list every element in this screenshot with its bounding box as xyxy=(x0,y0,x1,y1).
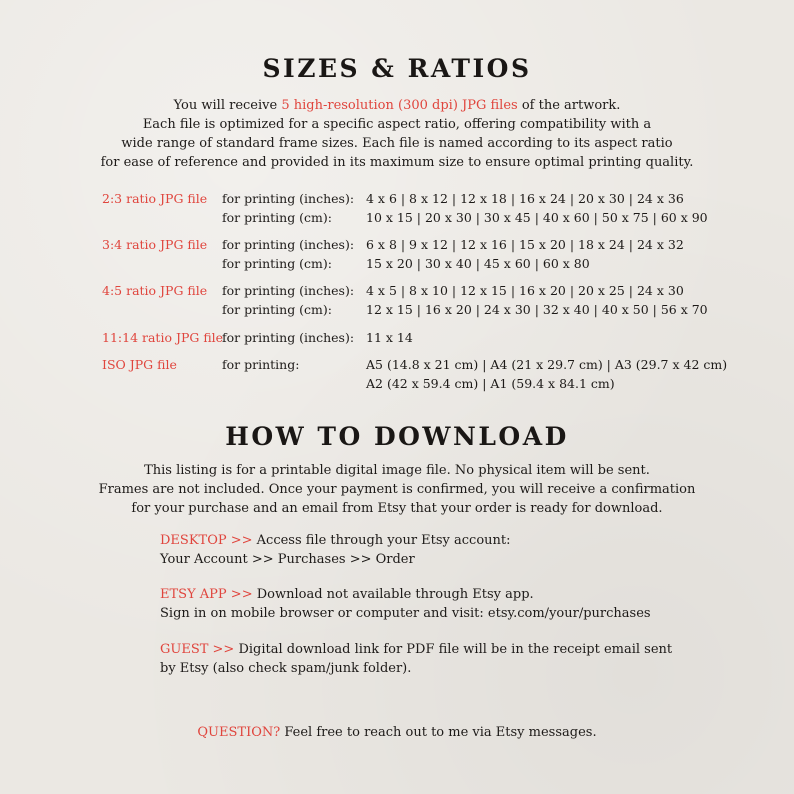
sizes-intro-line-4: for ease of reference and provided in its maximum size to ensure optimal printing quality. xyxy=(100,155,694,170)
ratio-kind: for printing (cm): xyxy=(222,302,332,317)
download-intro-line-3: for your purchase and an email from Etsy that your order is ready for download. xyxy=(131,501,663,516)
ratio-sizes: 4 x 5 | 8 x 10 | 12 x 15 | 16 x 20 | 20 x 25 | 24 x 30 xyxy=(366,283,684,298)
intro-post: of the artwork. xyxy=(517,98,621,113)
ratio-sizes: 15 x 20 | 30 x 40 | 45 x 60 | 60 x 80 xyxy=(366,256,590,271)
ratio-kind: for printing (inches): xyxy=(222,330,355,345)
desktop-label: DESKTOP >> xyxy=(160,533,253,548)
intro-highlight: 5 high-resolution (300 dpi) JPG files xyxy=(281,98,518,113)
ratio-sizes: A2 (42 x 59.4 cm) | A1 (59.4 x 84.1 cm) xyxy=(366,376,615,391)
sizes-intro xyxy=(0,96,794,172)
desktop-instructions xyxy=(160,531,511,569)
question-label: QUESTION? xyxy=(197,725,281,740)
ratio-kind: for printing: xyxy=(222,357,300,372)
ratio-kind: for printing (cm): xyxy=(222,210,332,225)
ratio-kind: for printing (inches): xyxy=(222,237,355,252)
sizes-title: SIZES & RATIOS xyxy=(262,54,532,83)
etsy-app-label: ETSY APP >> xyxy=(160,587,253,602)
ratio-sizes: 12 x 15 | 16 x 20 | 24 x 30 | 32 x 40 | 40 x 50 | 56 x 70 xyxy=(366,302,708,317)
guest-line-1 xyxy=(160,640,672,659)
ratio-label: 3:4 ratio JPG file xyxy=(102,237,208,252)
question-line xyxy=(0,723,794,742)
etsy-app-instructions xyxy=(160,585,651,623)
ratio-kind: for printing (inches): xyxy=(222,283,355,298)
desktop-line-1 xyxy=(160,531,511,550)
sizes-intro-line-2: Each file is optimized for a specific aspect ratio, offering compatibility with a xyxy=(142,117,652,132)
ratio-label: ISO JPG file xyxy=(102,357,177,372)
ratio-sizes: 10 x 15 | 20 x 30 | 30 x 45 | 40 x 60 | 50 x 75 | 60 x 90 xyxy=(366,210,708,225)
guest-line-2: by Etsy (also check spam/junk folder). xyxy=(160,661,412,676)
ratio-sizes: A5 (14.8 x 21 cm) | A4 (21 x 29.7 cm) | A3 (29.7 x 42 cm) xyxy=(366,357,728,372)
ratio-kind: for printing (inches): xyxy=(222,191,355,206)
etsy-app-line-1 xyxy=(160,585,651,604)
ratio-sizes: 6 x 8 | 9 x 12 | 12 x 16 | 15 x 20 | 18 x 24 | 24 x 32 xyxy=(366,237,684,252)
ratio-kind: for printing (cm): xyxy=(222,256,332,271)
ratio-sizes: 11 x 14 xyxy=(366,330,413,345)
download-intro-line-2: Frames are not included. Once your payment is confirmed, you will receive a confirmation xyxy=(98,482,696,497)
question-text: Feel free to reach out to me via Etsy messages. xyxy=(280,725,597,740)
desktop-line-2: Your Account >> Purchases >> Order xyxy=(160,552,415,567)
ratio-sizes: 4 x 6 | 8 x 12 | 12 x 18 | 16 x 24 | 20 x 30 | 24 x 36 xyxy=(366,191,684,206)
guest-text: Digital download link for PDF file will be in the receipt email sent xyxy=(234,642,673,657)
guest-label: GUEST >> xyxy=(160,642,235,657)
sizes-intro-line-1 xyxy=(0,96,794,115)
guest-instructions xyxy=(160,640,672,678)
ratio-label: 11:14 ratio JPG file xyxy=(102,330,224,345)
desktop-text: Access file through your Etsy account: xyxy=(252,533,511,548)
etsy-app-line-2: Sign in on mobile browser or computer and visit: etsy.com/your/purchases xyxy=(160,606,651,621)
etsy-app-text: Download not available through Etsy app. xyxy=(252,587,534,602)
download-title: HOW TO DOWNLOAD xyxy=(225,422,569,451)
sizes-intro-line-3: wide range of standard frame sizes. Each file is named according to its aspect ratio xyxy=(121,136,673,151)
ratio-label: 4:5 ratio JPG file xyxy=(102,283,208,298)
intro-pre: You will receive xyxy=(173,98,282,113)
ratio-label: 2:3 ratio JPG file xyxy=(102,191,208,206)
download-intro-line-1: This listing is for a printable digital image file. No physical item will be sent. xyxy=(144,463,650,478)
download-intro xyxy=(0,461,794,518)
